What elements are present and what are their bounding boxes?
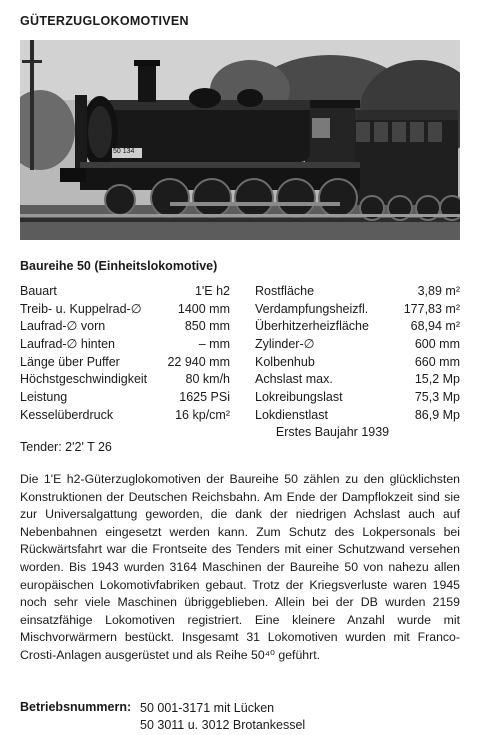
- spec-value: – mm: [198, 337, 230, 352]
- spec-value: 22 940 mm: [167, 354, 230, 369]
- spec-row: [20, 318, 230, 336]
- spec-row: [20, 336, 230, 354]
- spec-label: Laufrad-∅ hinten: [20, 337, 115, 352]
- locomotive-photo: [20, 40, 460, 240]
- spec-value: 660 mm: [414, 354, 460, 369]
- betriebsnummern-label: Betriebsnummern:: [20, 700, 132, 714]
- first-build-year-text: Erstes Baujahr 1939: [275, 425, 390, 439]
- spec-label: Kesselüberdruck: [20, 407, 114, 422]
- description-text: [20, 471, 460, 665]
- spec-label: Rostfläche: [255, 284, 315, 298]
- spec-label: Überhitzerheizfläche: [255, 319, 369, 334]
- spec-value: 177,83 m²: [403, 301, 460, 316]
- spec-label: Bauart: [20, 284, 57, 298]
- spec-value: 850 mm: [184, 319, 230, 334]
- spec-value: 16 kp/cm²: [175, 407, 230, 422]
- specs-right-table: [255, 283, 460, 425]
- spec-value: 1400 mm: [177, 301, 230, 316]
- spec-label: Lokdienstlast: [255, 407, 328, 422]
- number-plate-text: 50 134: [113, 148, 135, 155]
- spec-row: [20, 283, 230, 301]
- spec-label: Zylinder-∅: [255, 337, 315, 352]
- spec-value: 80 km/h: [185, 372, 230, 387]
- first-build-year: [0, 425, 500, 439]
- spec-row: [255, 283, 460, 301]
- spec-value: 86,9 Mp: [414, 407, 460, 422]
- spec-row: [20, 354, 230, 372]
- spec-row: [20, 407, 230, 425]
- spec-row: [255, 336, 460, 354]
- spec-value: 600 mm: [414, 337, 460, 352]
- betriebsnummern-line: 50 001-3171 mit Lücken: [140, 701, 275, 715]
- spec-row: [255, 318, 460, 336]
- spec-row: [255, 407, 460, 425]
- spec-value: 15,2 Mp: [414, 372, 460, 387]
- spec-label: Achslast max.: [255, 372, 333, 387]
- spec-label: Treib- u. Kuppelrad-∅: [20, 301, 142, 316]
- spec-label: Höchstgeschwindigkeit: [20, 372, 148, 387]
- spec-label: Länge über Puffer: [20, 354, 120, 369]
- spec-row: [255, 371, 460, 389]
- description-paragraph: Die 1'E h2-Güterzuglokomotiven der Baureihe 50 zählen zu den glücklichsten Konstruktionen der Deutschen Reichsbahn. Am Ende der Dampflokzeit sind sie zur Universalgattung geworden, die dank der niedrigen Achslast auch auf Nebenbahnen eingesetzt werden kann. Zum Schutz des Lokpersonals bei Rückwärtsfahrt war die Frontseite des Tenders mit einer Schutzwand versehen worden. Bis 1943 wurden 3164 Maschinen der Baureihe 50 von nahezu allen europäischen Lokomotivfabriken gebaut. Trotz der Kriegsverluste waren 1945 noch sehr viele Maschinen übriggeblieben. Allein bei der DB wurden 2159 einsatzfähige Lokomotiven registriert. Eine kleinere Anzahl wurde mit Mischvorwärmern bestückt. Insgesamt 31 Lokomotiven wurden mit Franco-Crosti-Anlagen ausgerüstet und als Reihe 50⁴⁰ geführt.: [20, 472, 460, 662]
- specs-left-table: [20, 283, 230, 425]
- betriebsnummern-line: 50 3011 u. 3012 Brotankessel: [140, 718, 306, 732]
- page-heading: GÜTERZUGLOKOMOTIVEN: [20, 14, 189, 28]
- spec-row: [255, 301, 460, 319]
- section-subtitle: Baureihe 50 (Einheitslokomotive): [20, 259, 218, 273]
- spec-label: Kolbenhub: [255, 354, 315, 369]
- spec-row: [20, 371, 230, 389]
- locomotive-illustration: [20, 40, 460, 240]
- spec-value: 68,94 m²: [410, 319, 460, 334]
- spec-label: Leistung: [20, 390, 68, 405]
- spec-label: Laufrad-∅ vorn: [20, 319, 106, 334]
- spec-label: Verdampfungsheizfl.: [255, 301, 369, 316]
- spec-row: [20, 389, 230, 407]
- spec-row: [255, 354, 460, 372]
- spec-value: 75,3 Mp: [414, 390, 460, 405]
- betriebsnummern-values: [140, 700, 305, 734]
- spec-value: 1625 PSi: [179, 390, 230, 405]
- spec-value: 1'E h2: [194, 284, 230, 298]
- spec-value: 3,89 m²: [417, 284, 460, 298]
- tender-type: Tender: 2'2' T 26: [20, 440, 112, 454]
- spec-row: [20, 301, 230, 319]
- spec-row: [255, 389, 460, 407]
- spec-label: Lokreibungslast: [255, 390, 343, 405]
